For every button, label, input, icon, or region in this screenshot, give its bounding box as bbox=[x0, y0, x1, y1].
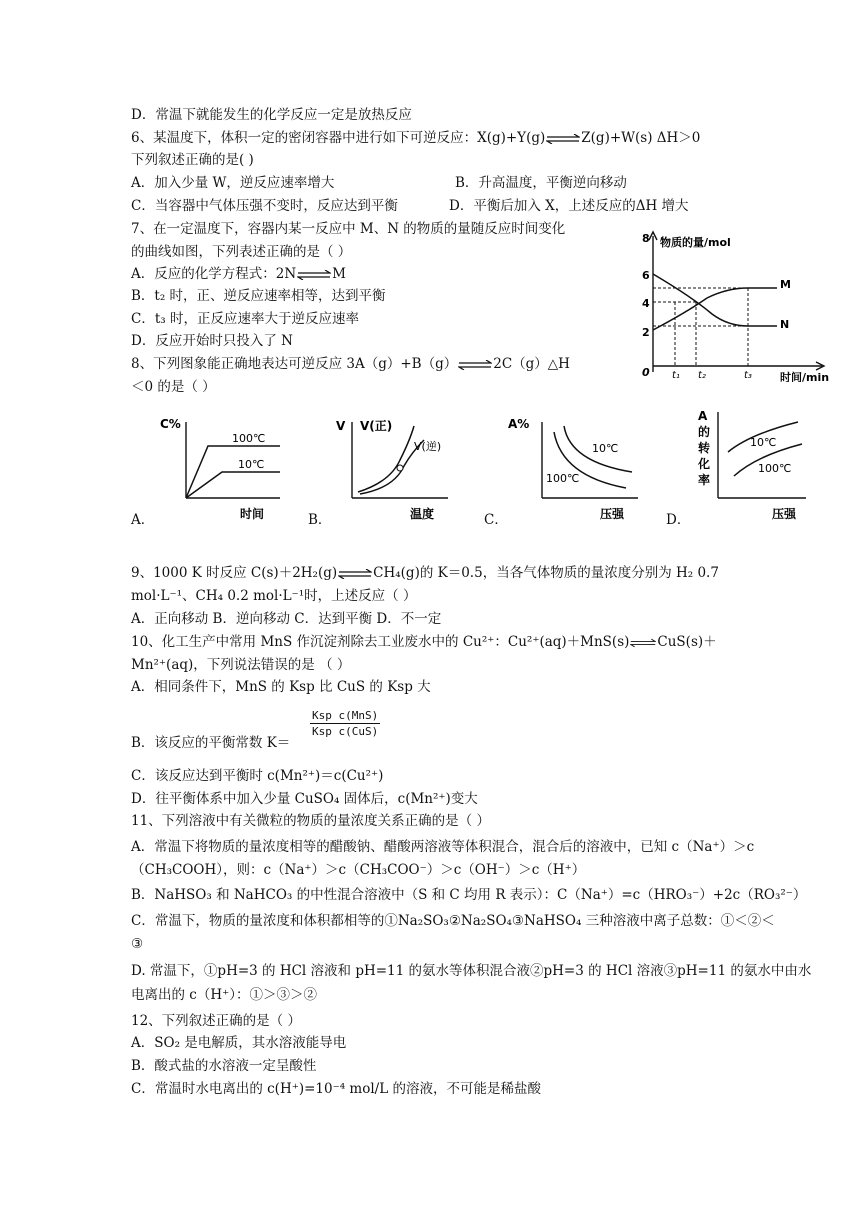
equilibrium-arrow-icon bbox=[458, 360, 492, 370]
q10-option-b: B．该反应的平衡常数 K＝ bbox=[131, 735, 291, 751]
q8-option-b-label: B． bbox=[308, 512, 332, 528]
q7-stem-a: 7、在一定温度下，容器内某一反应中 M、N 的物质的量随反应时间变化 bbox=[131, 221, 566, 237]
equilibrium-arrow-icon bbox=[297, 270, 331, 280]
q10-stem-b: CuS(s)＋ bbox=[657, 634, 717, 650]
q6-option-d: D．平衡后加入 X，上述反应的ΔH 增大 bbox=[449, 198, 689, 214]
q8c-curve2-label: 100℃ bbox=[546, 472, 580, 485]
q10-stem bbox=[131, 633, 717, 651]
q10-option-d: D．往平衡体系中加入少量 CuSO₄ 固体后，c(Mn²⁺)变大 bbox=[131, 791, 478, 807]
q8-option-c-label: C． bbox=[484, 512, 508, 528]
q7-option-a-right: M bbox=[332, 266, 346, 282]
q7-graph-ylabel: 物质的量/mol bbox=[660, 236, 731, 249]
q10-stem-c: Mn²⁺(aq)，下列说法错误的是 （ ） bbox=[131, 657, 351, 673]
q7-label-n: N bbox=[780, 318, 790, 331]
q6-option-b: B．升高温度，平衡逆向移动 bbox=[455, 175, 627, 191]
q8d-ylabel: A 的转化率 bbox=[698, 409, 711, 487]
q6-stem-a: 6、某温度下，体积一定的密闭容器中进行如下可逆反应：X(g)+Y(g) bbox=[131, 130, 546, 146]
q7-ytick-6: 6 bbox=[642, 269, 650, 282]
q8-stem bbox=[131, 355, 570, 373]
q8d-curve2-label: 100℃ bbox=[758, 462, 792, 475]
q7-xtick-t1: t₁ bbox=[672, 370, 680, 381]
q8b-xlabel: 温度 bbox=[410, 507, 435, 521]
q8d-curve1-label: 10℃ bbox=[750, 436, 777, 449]
q10-fraction-denominator: Ksp c(CuS) bbox=[312, 725, 379, 738]
q8b-ylabel: V bbox=[336, 419, 346, 433]
q8a-xlabel: 时间 bbox=[240, 507, 265, 521]
q8d-xlabel: 压强 bbox=[772, 507, 797, 521]
q8b-vrev-label: V(逆) bbox=[414, 440, 442, 453]
equilibrium-arrow-icon bbox=[630, 638, 656, 648]
q11-option-c-2: ③ bbox=[131, 936, 144, 952]
q11-option-a-1: A．常温下将物质的量浓度相等的醋酸钠、醋酸两溶液等体积混合，混合后的溶液中，已知 c（Na⁺）＞c bbox=[131, 839, 755, 855]
q7-option-a-left: A．反应的化学方程式：2N bbox=[131, 266, 297, 282]
q8-stem-a: 8、下列图象能正确地表达可逆反应 3A（g）+B（g） bbox=[131, 356, 458, 372]
q7-label-m: M bbox=[780, 278, 791, 291]
q11-stem: 11、下列溶液中有关微粒的物质的量浓度关系正确的是（ ） bbox=[131, 813, 490, 829]
q7-xtick-t2: t₂ bbox=[698, 370, 706, 381]
q11-option-b: B．NaHSO₃ 和 NaHCO₃ 的中性混合溶液中（S 和 C 均用 R 表示）：C（Na⁺）=c（HRO₃⁻）+2c（RO₃²⁻） bbox=[131, 887, 807, 903]
q11-option-d-1: D. 常温下，①pH=3 的 HCl 溶液和 pH=11 的氨水等体积混合液②pH=3 的 HCl 溶液③pH=11 的氨水中由水 bbox=[131, 963, 812, 979]
q9-stem-c: mol·L⁻¹、CH₄ 0.2 mol·L⁻¹时，上述反应（ ） bbox=[131, 588, 417, 604]
q5-option-d: D．常温下就能发生的化学反应一定是放热反应 bbox=[131, 107, 412, 123]
q8a-curve2-label: 10℃ bbox=[238, 458, 265, 471]
q9-options: A．正向移动 B．逆向移动 C．达到平衡 D．不一定 bbox=[131, 611, 442, 627]
q7-ytick-2: 2 bbox=[642, 326, 650, 339]
q12-option-b: B．酸式盐的水溶液一定呈酸性 bbox=[131, 1058, 317, 1074]
q8a-ylabel: C% bbox=[160, 417, 181, 431]
q7-xtick-t3: t₃ bbox=[744, 370, 752, 381]
q7-option-d: D．反应开始时只投入了 N bbox=[131, 333, 293, 349]
q7-ytick-4: 4 bbox=[642, 297, 650, 310]
q12-option-a: A．SO₂ 是电解质，其水溶液能导电 bbox=[131, 1035, 347, 1051]
q9-stem-a: 9、1000 K 时反应 C(s)＋2H₂(g) bbox=[131, 565, 338, 581]
q8a-curve1-label: 100℃ bbox=[232, 432, 266, 445]
q7-graph-xlabel: 时间/min bbox=[780, 371, 830, 382]
q8-stem-c: ＜0 的是（ ） bbox=[131, 379, 216, 395]
equilibrium-arrow-icon bbox=[546, 134, 580, 144]
q12-stem: 12、下列叙述正确的是（ ） bbox=[131, 1013, 301, 1029]
q6-stem bbox=[131, 129, 700, 147]
q11-option-a-2: （CH₃COOH），则：c（Na⁺）＞c（CH₃COO⁻）＞c（OH⁻）＞c（H⁺） bbox=[131, 862, 586, 878]
q6-option-c: C．当容器中气体压强不变时，反应达到平衡 bbox=[131, 198, 398, 214]
q7-option-a bbox=[131, 265, 346, 283]
q10-option-a: A．相同条件下，MnS 的 Ksp 比 CuS 的 Ksp 大 bbox=[131, 679, 431, 695]
q6-option-a: A．加入少量 W，逆反应速率增大 bbox=[131, 175, 335, 191]
q8-graph-c bbox=[508, 412, 648, 522]
q8b-ylabel2: V(正) bbox=[360, 419, 393, 433]
q7-curve-m bbox=[653, 288, 777, 330]
q6-stem-c: 下列叙述正确的是( ) bbox=[131, 152, 254, 168]
q10-option-c: C．该反应达到平衡时 c(Mn²⁺)＝c(Cu²⁺) bbox=[131, 768, 384, 784]
q8-option-d-label: D． bbox=[666, 512, 691, 528]
q8c-xlabel: 压强 bbox=[600, 507, 625, 521]
equilibrium-arrow-icon bbox=[338, 569, 372, 579]
q7-curve-n bbox=[653, 274, 777, 326]
q7-option-b: B．t₂ 时，正、逆反应速率相等，达到平衡 bbox=[131, 288, 386, 304]
q8c-ylabel: A% bbox=[508, 417, 530, 431]
q6-stem-b: Z(g)+W(s) ΔH＞0 bbox=[581, 130, 701, 146]
q9-stem bbox=[131, 564, 719, 582]
q7-ytick-8: 8 bbox=[642, 232, 650, 245]
q8-graph-b bbox=[330, 412, 460, 522]
q8-graph-a bbox=[160, 412, 290, 522]
q8-option-a-label: A． bbox=[131, 512, 155, 528]
q8c-curve1-label: 10℃ bbox=[592, 442, 619, 455]
q7-graph-origin: 0 bbox=[642, 366, 650, 379]
q8-stem-b: 2C（g）△H bbox=[493, 356, 570, 372]
q9-stem-b: CH₄(g)的 K＝0.5，当各气体物质的量浓度分别为 H₂ 0.7 bbox=[373, 565, 719, 581]
q10-stem-a: 10、化工生产中常用 MnS 作沉淀剂除去工业废水中的 Cu²⁺：Cu²⁺(aq)＋MnS(s) bbox=[131, 634, 630, 650]
q7-option-c: C．t₃ 时，正反应速率大于逆反应速率 bbox=[131, 311, 359, 327]
q11-option-c-1: C．常温下，物质的量浓度和体积都相等的①Na₂SO₃②Na₂SO₄③NaHSO₄ 三种溶液中离子总数：①＜②＜ bbox=[131, 913, 775, 929]
q10-fraction bbox=[310, 708, 380, 739]
q7-graph bbox=[632, 222, 832, 382]
q11-option-d-2: 电离出的 c（H⁺）：①＞③＞② bbox=[131, 987, 318, 1003]
q12-option-c: C．常温时水电离出的 c(H⁺)=10⁻⁴ mol/L 的溶液，不可能是稀盐酸 bbox=[131, 1081, 541, 1097]
q8-graph-d bbox=[690, 406, 810, 522]
q10-fraction-numerator: Ksp c(MnS) bbox=[312, 709, 379, 722]
q7-stem-b: 的曲线如图，下列表述正确的是（ ） bbox=[131, 244, 352, 260]
